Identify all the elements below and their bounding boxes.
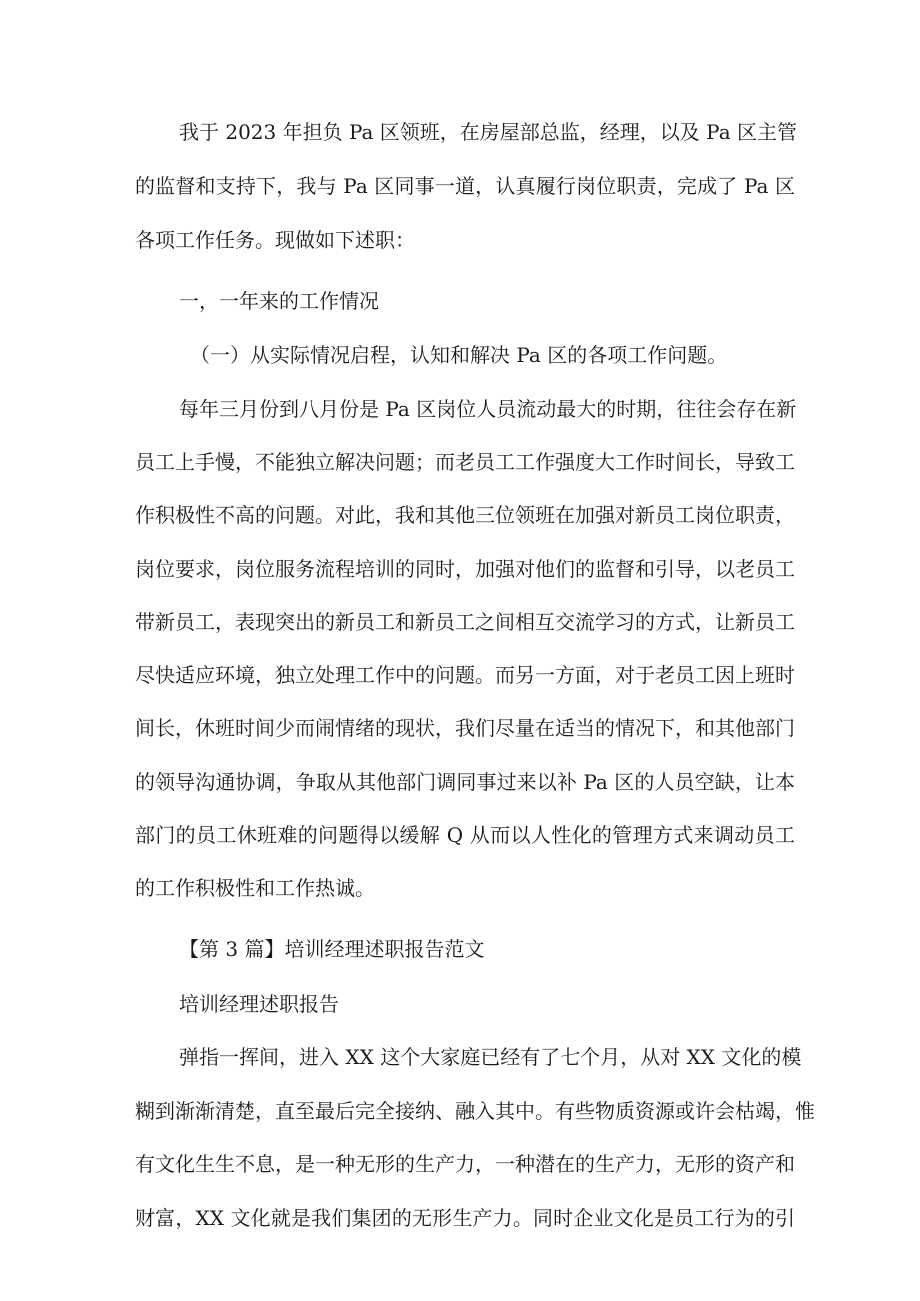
body-1-line-7: 间长，休班时间少而闹情绪的现状，我们尽量在适当的情况下，和其他部门: [135, 716, 795, 740]
report-title: 培训经理述职报告: [179, 992, 339, 1016]
body-1-line-6: 尽快适应环境，独立处理工作中的问题。而另一方面，对于老员工因上班时: [135, 663, 795, 687]
body-2-line-2: 糊到渐渐清楚，直至最后完全接纳、融入其中。有些物质资源或许会枯竭，惟: [135, 1099, 815, 1123]
subsection-heading: （一）从实际情况启程，认知和解决 Pa 区的各项工作问题。: [190, 343, 728, 367]
body-1-line-4: 岗位要求，岗位服务流程培训的同时，加强对他们的监督和引导，以老员工: [135, 557, 795, 581]
body-1-line-5: 带新员工，表现突出的新员工和新员工之间相互交流学习的方式，让新员工: [135, 610, 795, 634]
body-1-line-9: 部门的员工休班难的问题得以缓解 Q 从而以人性化的管理方式来调动员工: [135, 823, 795, 847]
body-1-line-1: 每年三月份到八月份是 Pa 区岗位人员流动最大的时期，往往会存在新: [179, 397, 797, 421]
intro-line-3: 各项工作任务。现做如下述职：: [135, 228, 415, 252]
body-2-line-4: 财富，XX 文化就是我们集团的无形生产力。同时企业文化是员工行为的引: [135, 1206, 795, 1230]
section-heading: 一，一年来的工作情况: [179, 289, 379, 313]
intro-line-2: 的监督和支持下，我与 Pa 区同事一道，认真履行岗位职责，完成了 Pa 区: [135, 174, 795, 198]
body-2-line-3: 有文化生生不息，是一种无形的生产力，一种潜在的生产力，无形的资产和: [135, 1152, 795, 1176]
body-1-line-8: 的领导沟通协调，争取从其他部门调同事过来以补 Pa 区的人员空缺，让本: [135, 770, 795, 794]
body-1-line-2: 员工上手慢，不能独立解决问题；而老员工工作强度大工作时间长，导致工: [135, 450, 795, 474]
chapter-title: 【第 3 篇】培训经理述职报告范文: [179, 937, 485, 961]
body-2-line-1: 弹指一挥间，进入 XX 这个大家庭已经有了七个月，从对 XX 文化的模: [179, 1045, 802, 1069]
body-1-line-3: 作积极性不高的问题。对此，我和其他三位领班在加强对新员工岗位职责，: [135, 503, 795, 527]
body-1-line-10: 的工作积极性和工作热诚。: [135, 876, 375, 900]
intro-line-1: 我于 2023 年担负 Pa 区领班，在房屋部总监，经理，以及 Pa 区主管: [179, 120, 798, 144]
